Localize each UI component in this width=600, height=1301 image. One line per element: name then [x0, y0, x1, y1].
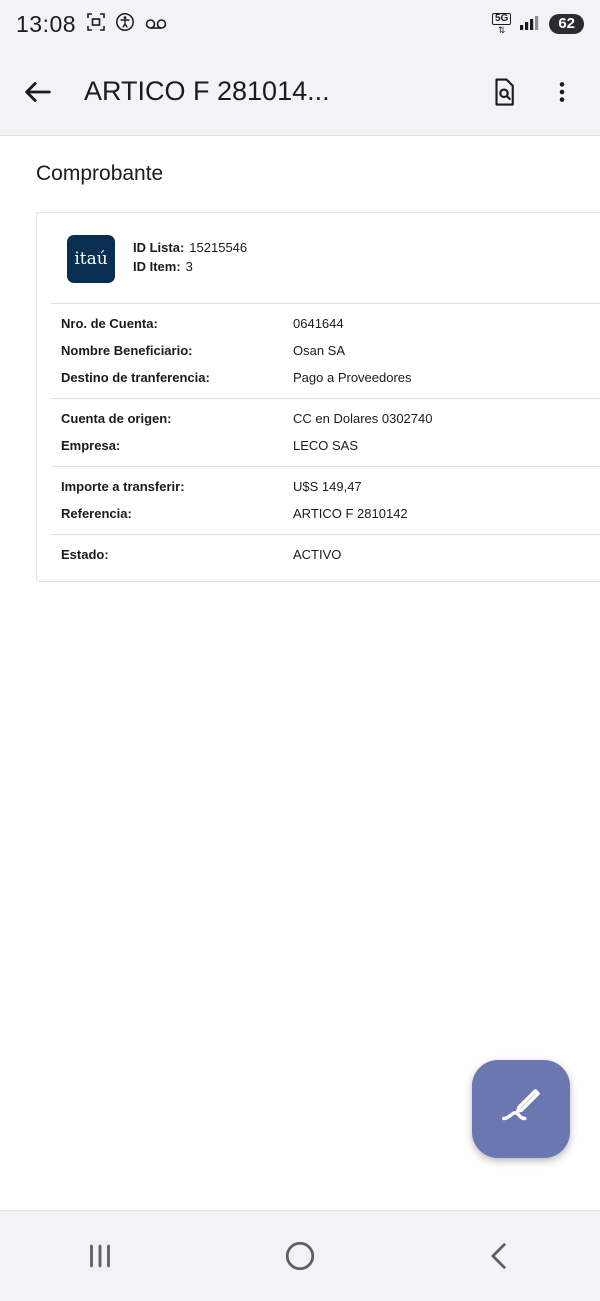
status-bar	[0, 0, 600, 48]
content-area	[0, 136, 600, 1210]
row-value: U$S 149,47	[293, 479, 362, 494]
status-bar-left	[16, 11, 168, 38]
detail-group-status	[37, 535, 600, 575]
home-circle-icon[interactable]	[260, 1226, 340, 1286]
table-row	[37, 337, 600, 364]
status-notification-icons	[86, 12, 168, 37]
row-label: Estado:	[61, 547, 109, 562]
accessibility-icon	[115, 12, 135, 37]
row-label: Destino de tranferencia:	[61, 370, 210, 385]
table-row	[37, 541, 600, 568]
nav-back-icon[interactable]	[460, 1226, 540, 1286]
battery-indicator: 62	[549, 14, 584, 34]
detail-group-amount	[37, 467, 600, 534]
recents-icon[interactable]	[60, 1226, 140, 1286]
row-value: Pago a Proveedores	[293, 370, 412, 385]
receipt-card-header	[37, 213, 600, 303]
table-row	[37, 405, 600, 432]
signal-bars-icon	[519, 12, 541, 37]
table-row	[37, 364, 600, 391]
table-row	[37, 432, 600, 459]
row-value: LECO SAS	[293, 438, 359, 453]
app-bar	[0, 48, 600, 136]
signature-edit-icon	[498, 1084, 544, 1135]
receipt-id-block	[133, 235, 247, 277]
row-value: ARTICO F 2810142	[293, 506, 408, 521]
page-title: ARTICO F 281014...	[84, 76, 330, 106]
more-vertical-icon[interactable]	[542, 72, 582, 112]
id-item-row	[133, 258, 247, 277]
table-row	[37, 310, 600, 337]
id-lista-value: 15215546	[189, 240, 248, 255]
screenshot-icon	[86, 12, 106, 37]
document-search-icon[interactable]	[484, 72, 524, 112]
system-nav-bar	[0, 1210, 600, 1301]
status-badge: ACTIVO	[293, 547, 342, 562]
status-time: 13:08	[16, 10, 77, 37]
voicemail-icon	[144, 12, 168, 37]
signature-fab-button[interactable]	[472, 1060, 570, 1158]
back-arrow-icon[interactable]	[18, 72, 58, 112]
row-value: CC en Dolares 0302740	[293, 411, 433, 426]
row-label: Importe a transferir:	[61, 479, 185, 494]
row-value: Osan SA	[293, 343, 346, 358]
row-label: Referencia:	[61, 506, 132, 521]
network-label: 5G	[492, 13, 511, 25]
section-title: Comprobante	[36, 162, 164, 185]
id-lista-label: ID Lista:	[133, 240, 185, 255]
detail-group-beneficiary	[37, 304, 600, 398]
table-row	[37, 500, 600, 527]
row-label: Nro. de Cuenta:	[61, 316, 158, 331]
table-row	[37, 473, 600, 500]
id-item-label: ID Item:	[133, 258, 181, 274]
row-label: Cuenta de origen:	[61, 411, 172, 426]
detail-group-origin	[37, 399, 600, 466]
id-lista-row	[133, 239, 247, 258]
network-5g-icon	[492, 13, 511, 35]
itau-logo: itaú	[67, 235, 115, 283]
status-bar-right	[492, 12, 584, 37]
row-value: 0641644	[293, 316, 344, 331]
id-item-value: 3	[185, 258, 193, 274]
receipt-card	[36, 212, 600, 582]
row-label: Nombre Beneficiario:	[61, 343, 193, 358]
row-label: Empresa:	[61, 438, 121, 453]
network-arrows-icon: ⇅	[497, 25, 506, 35]
